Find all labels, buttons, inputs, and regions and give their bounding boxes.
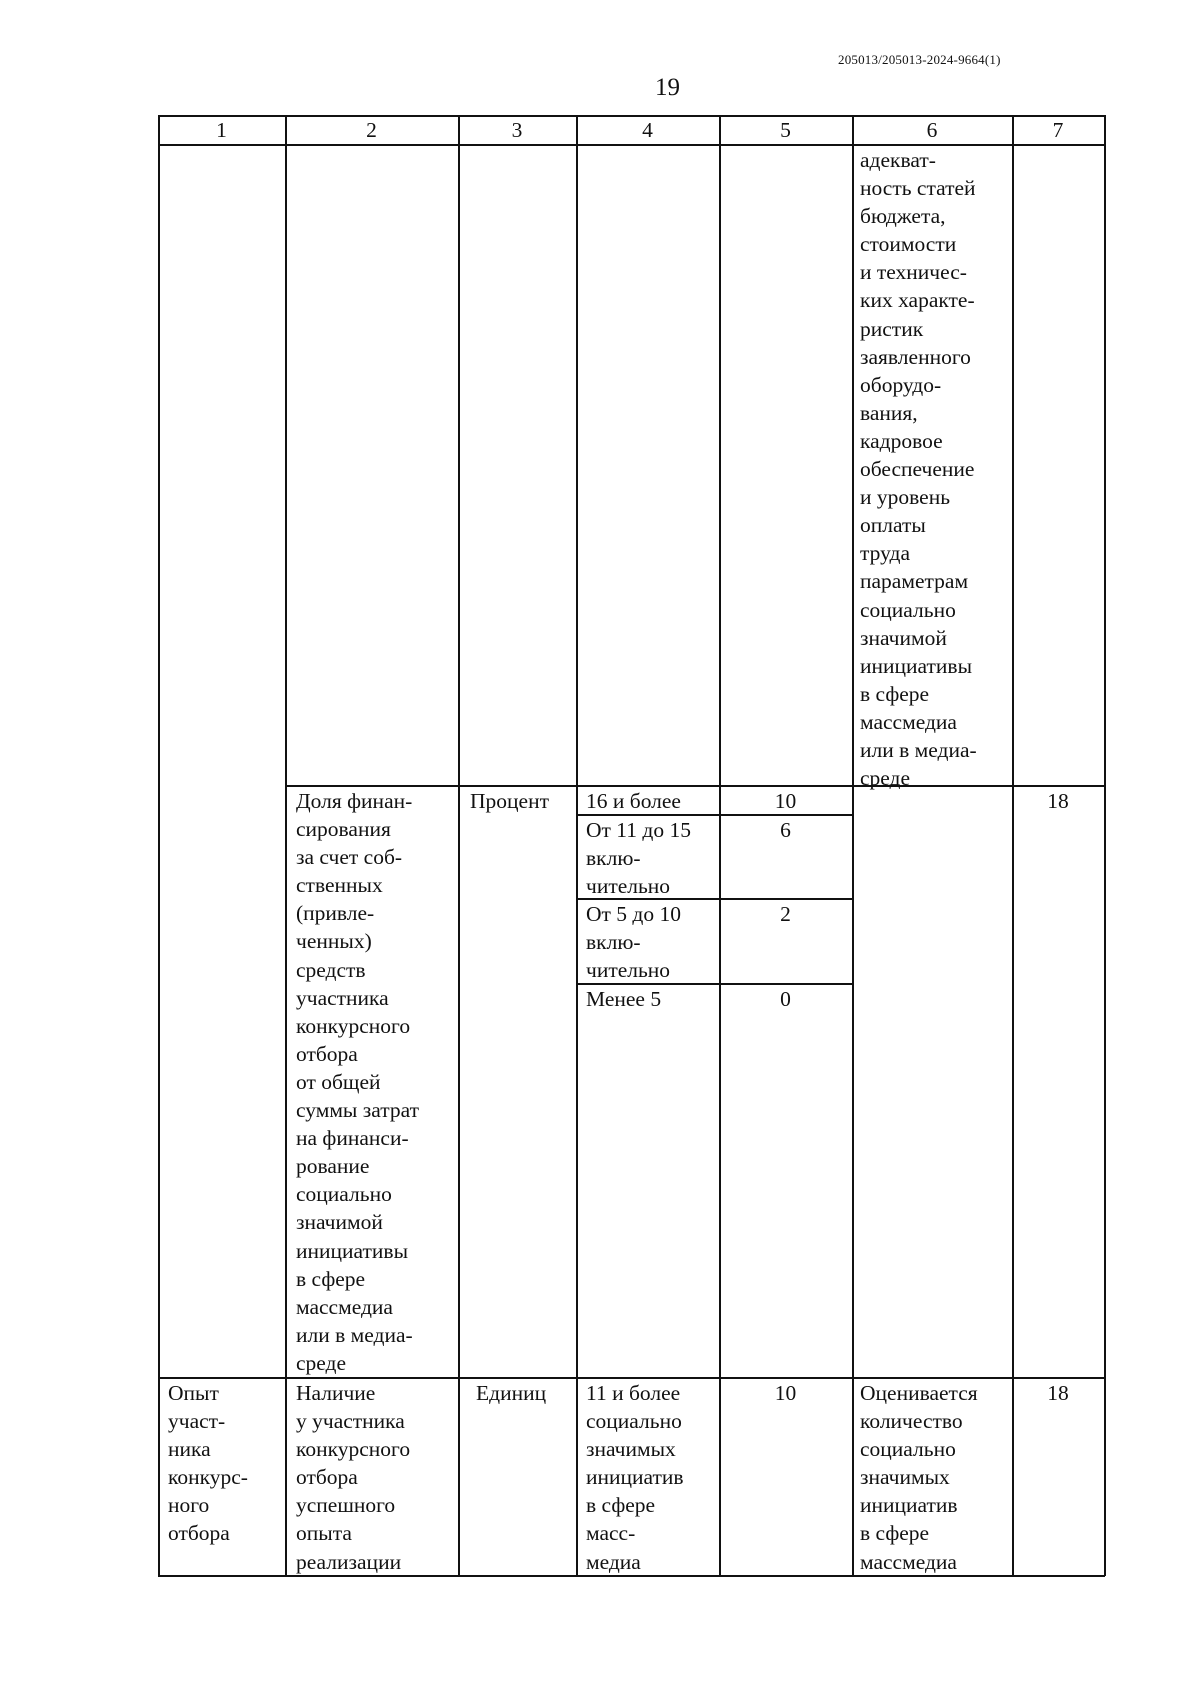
row2-sub2-range: От 11 до 15 вклю- чительно bbox=[586, 818, 691, 899]
row2-indicator: Доля финан- сирования за счет соб- ственных (привле- ченных) средств участника конкурсного отбора от общей суммы затрат на финанси- рование социально значимой инициативы в сфере массмедиа или в медиа- среде bbox=[296, 789, 420, 1375]
page-number: 19 bbox=[655, 74, 680, 101]
row2-sub1-range: 16 и более bbox=[586, 789, 681, 813]
row3-range: 11 и более социально значимых инициатив в сфере масс- медиа bbox=[586, 1381, 684, 1574]
header-col-3: 3 bbox=[511, 118, 523, 142]
header-col-6: 6 bbox=[926, 118, 938, 142]
row2-sub4-score: 0 bbox=[780, 987, 791, 1011]
row2-sub3-range: От 5 до 10 вклю- чительно bbox=[586, 902, 681, 983]
rule-v5 bbox=[852, 115, 854, 1576]
row3-indicator: Наличие у участника конкурсного отбора успешного опыта реализации bbox=[296, 1381, 411, 1574]
rule-v3 bbox=[576, 115, 578, 1576]
row2-sub2-score: 6 bbox=[780, 818, 791, 842]
header-col-4: 4 bbox=[642, 118, 653, 142]
document-id: 205013/205013-2024-9664(1) bbox=[838, 52, 1001, 67]
row1-evaluation-text: адекват- ность статей бюджета, стоимости и техничес- ких характе- ристик заявленного оборудо- вания, кадровое обеспечение и уровень оплаты труда параметрам социально значимой инициативы в сфере массмедиа или в медиа- среде bbox=[860, 148, 977, 791]
row2-unit: Процент bbox=[470, 789, 549, 813]
row3-evaluation-text: Оценивается количество социально значимых инициатив в сфере массмедиа bbox=[860, 1381, 978, 1574]
rule-v6 bbox=[1012, 115, 1014, 1576]
row3-max-score: 18 bbox=[1047, 1381, 1069, 1405]
row2-sub1-score: 10 bbox=[774, 789, 797, 813]
row3-criterion: Опыт участ- ника конкурс- ного отбора bbox=[168, 1381, 248, 1546]
header-col-7: 7 bbox=[1052, 118, 1064, 142]
rule-v4 bbox=[719, 115, 721, 1576]
header-col-5: 5 bbox=[780, 118, 791, 142]
rule-v7 bbox=[1104, 115, 1106, 1576]
row3-unit: Единиц bbox=[476, 1381, 547, 1405]
row2-sub3-score: 2 bbox=[780, 902, 791, 926]
row3-score: 10 bbox=[774, 1381, 797, 1405]
header-col-2: 2 bbox=[366, 118, 377, 142]
header-col-1: 1 bbox=[216, 118, 227, 142]
rule-v0 bbox=[158, 115, 160, 1576]
rule-v2 bbox=[458, 115, 460, 1576]
row2-sub4-range: Менее 5 bbox=[586, 987, 662, 1011]
rule-v1 bbox=[285, 115, 287, 1576]
row2-max-score: 18 bbox=[1047, 789, 1069, 813]
